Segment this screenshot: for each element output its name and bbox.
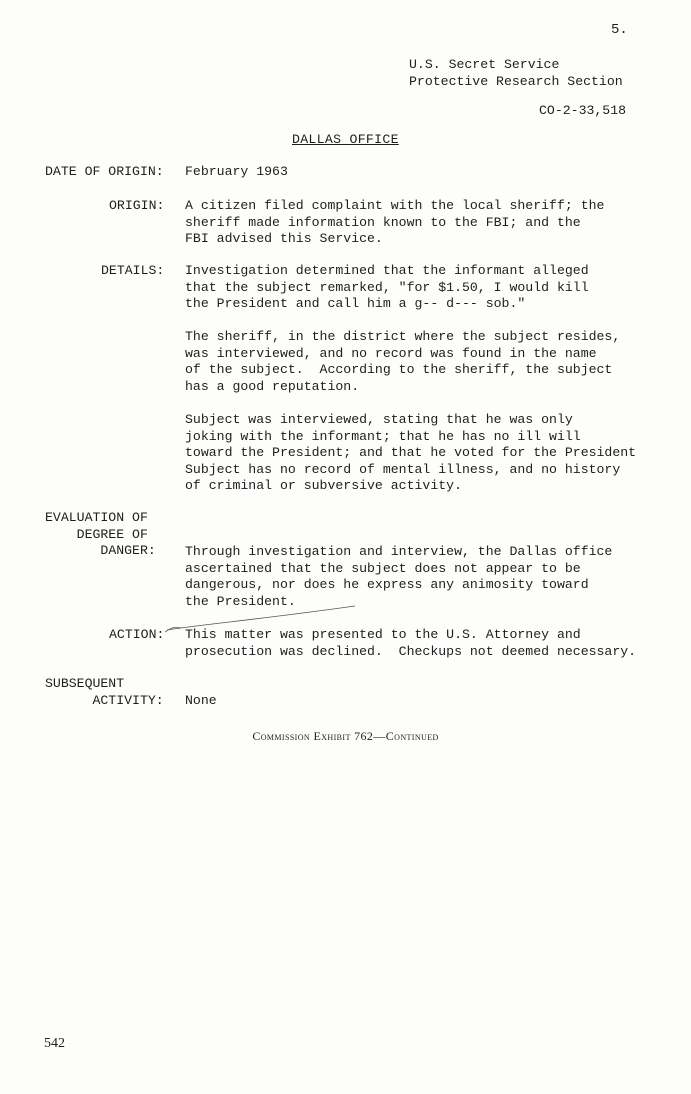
agency-line-2: Protective Research Section xyxy=(409,73,623,89)
action-text xyxy=(185,627,636,660)
details-line: the President and call him a g-- d--- sob." xyxy=(185,296,526,312)
action-line: This matter was presented to the U.S. Attorney and xyxy=(185,627,581,642)
details-line: of the subject. According to the sheriff, the subject xyxy=(185,362,613,378)
details-line: has a good reputation. xyxy=(185,378,360,394)
subsequent-activity-value: None xyxy=(185,693,217,708)
evaluation-label xyxy=(45,510,156,560)
origin-text xyxy=(185,198,604,248)
details-line: Subject has no record of mental illness, and no history xyxy=(185,461,621,477)
evaluation-line: the President. xyxy=(185,593,296,609)
details-paragraph-3 xyxy=(185,412,636,495)
evaluation-line: ascertained that the subject does not appear to be xyxy=(185,560,581,576)
page-number: 5. xyxy=(611,22,628,38)
details-line: Investigation determined that the informant alleged xyxy=(185,263,589,278)
details-line: was interviewed, and no record was found in the name xyxy=(185,345,597,361)
origin-line: FBI advised this Service. xyxy=(185,231,383,247)
details-label: DETAILS: xyxy=(101,263,165,278)
details-line: of criminal or subversive activity. xyxy=(185,478,462,494)
origin-line: sheriff made information known to the FBI; and the xyxy=(185,214,581,230)
evaluation-line: Through investigation and interview, the Dallas office xyxy=(185,544,613,559)
evaluation-line: dangerous, nor does he express any animosity toward xyxy=(185,577,589,593)
origin-line: A citizen filed complaint with the local sheriff; the xyxy=(185,198,605,213)
case-number: CO-2-33,518 xyxy=(539,103,627,118)
office-title: DALLAS OFFICE xyxy=(292,132,399,147)
evaluation-label-line: EVALUATION OF xyxy=(45,510,148,525)
date-of-origin-label: DATE OF ORIGIN: xyxy=(45,164,164,179)
subsequent-label-line: ACTIVITY: xyxy=(92,692,164,708)
details-line: that the subject remarked, "for $1.50, I would kill xyxy=(185,279,589,295)
agency-header xyxy=(409,57,623,90)
date-of-origin-value: February 1963 xyxy=(185,164,288,179)
action-line: prosecution was declined. Checkups not deemed necessary. xyxy=(185,643,637,659)
subsequent-label-line: SUBSEQUENT xyxy=(45,676,125,691)
subsequent-activity-label xyxy=(45,676,164,709)
details-line: toward the President; and that he voted for the President xyxy=(185,445,637,461)
details-line: joking with the informant; that he has no ill will xyxy=(185,428,581,444)
details-line: The sheriff, in the district where the subject resides, xyxy=(185,329,621,344)
details-paragraph-1 xyxy=(185,263,589,313)
action-label: ACTION: xyxy=(109,627,165,642)
origin-label: ORIGIN: xyxy=(109,198,165,213)
details-paragraph-2 xyxy=(185,329,620,395)
details-line: Subject was interviewed, stating that he was only xyxy=(185,412,573,427)
folio-number: 542 xyxy=(44,1036,65,1051)
evaluation-label-line: DANGER: xyxy=(100,543,156,559)
evaluation-label-line: DEGREE OF xyxy=(76,526,148,542)
exhibit-caption: Commission Exhibit 762—Continued xyxy=(252,729,439,743)
agency-line-1: U.S. Secret Service xyxy=(409,57,560,72)
